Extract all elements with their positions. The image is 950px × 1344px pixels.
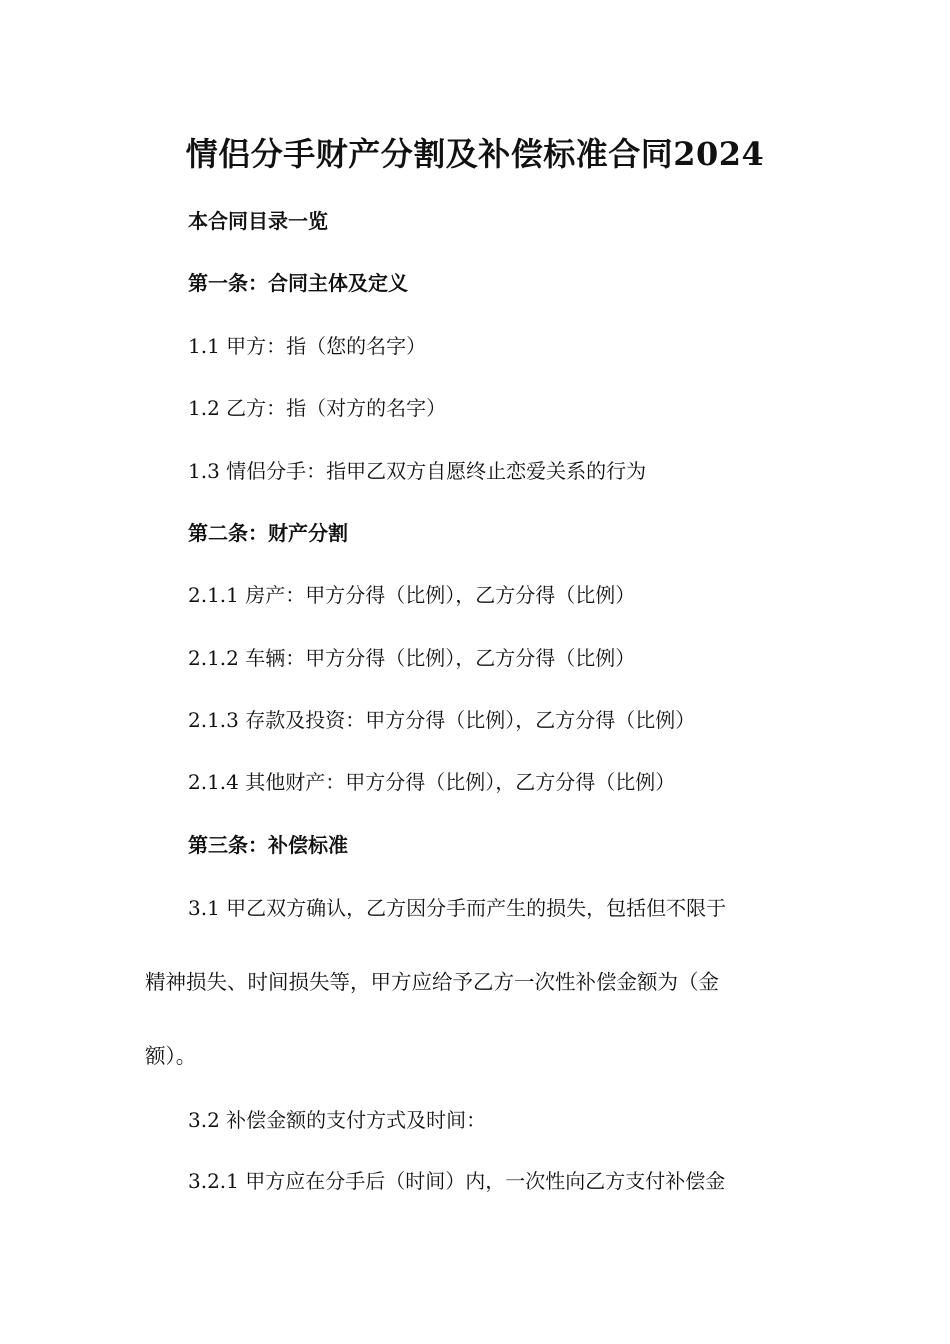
article2-item: 2.1.2 车辆：甲方分得（比例），乙方分得（比例） (188, 646, 636, 670)
article3-para1-line: 额）。 (145, 1044, 197, 1068)
article2-item: 2.1.4 其他财产：甲方分得（比例），乙方分得（比例） (188, 770, 676, 794)
article2-item: 2.1.3 存款及投资：甲方分得（比例），乙方分得（比例） (188, 708, 696, 732)
article3-item: 3.2 补偿金额的支付方式及时间： (188, 1108, 487, 1132)
article2-item: 2.1.1 房产：甲方分得（比例），乙方分得（比例） (188, 583, 636, 607)
toc-heading: 本合同目录一览 (188, 209, 328, 233)
article2-heading: 第二条：财产分割 (188, 521, 348, 545)
article1-item: 1.2 乙方：指（对方的名字） (188, 396, 447, 420)
article3-para1-line: 精神损失、时间损失等，甲方应给予乙方一次性补偿金额为（金 (145, 970, 719, 994)
page-title: 情侣分手财产分割及补偿标准合同2024 (185, 135, 765, 173)
article1-item: 1.3 情侣分手：指甲乙双方自愿终止恋爱关系的行为 (188, 459, 647, 483)
article3-item: 3.2.1 甲方应在分手后（时间）内，一次性向乙方支付补偿金 (188, 1169, 726, 1193)
article3-para1-line: 3.1 甲乙双方确认，乙方因分手而产生的损失，包括但不限于 (188, 896, 727, 920)
article3-heading: 第三条：补偿标准 (188, 833, 348, 857)
article1-item: 1.1 甲方：指（您的名字） (188, 334, 427, 358)
article1-heading: 第一条：合同主体及定义 (188, 271, 408, 295)
